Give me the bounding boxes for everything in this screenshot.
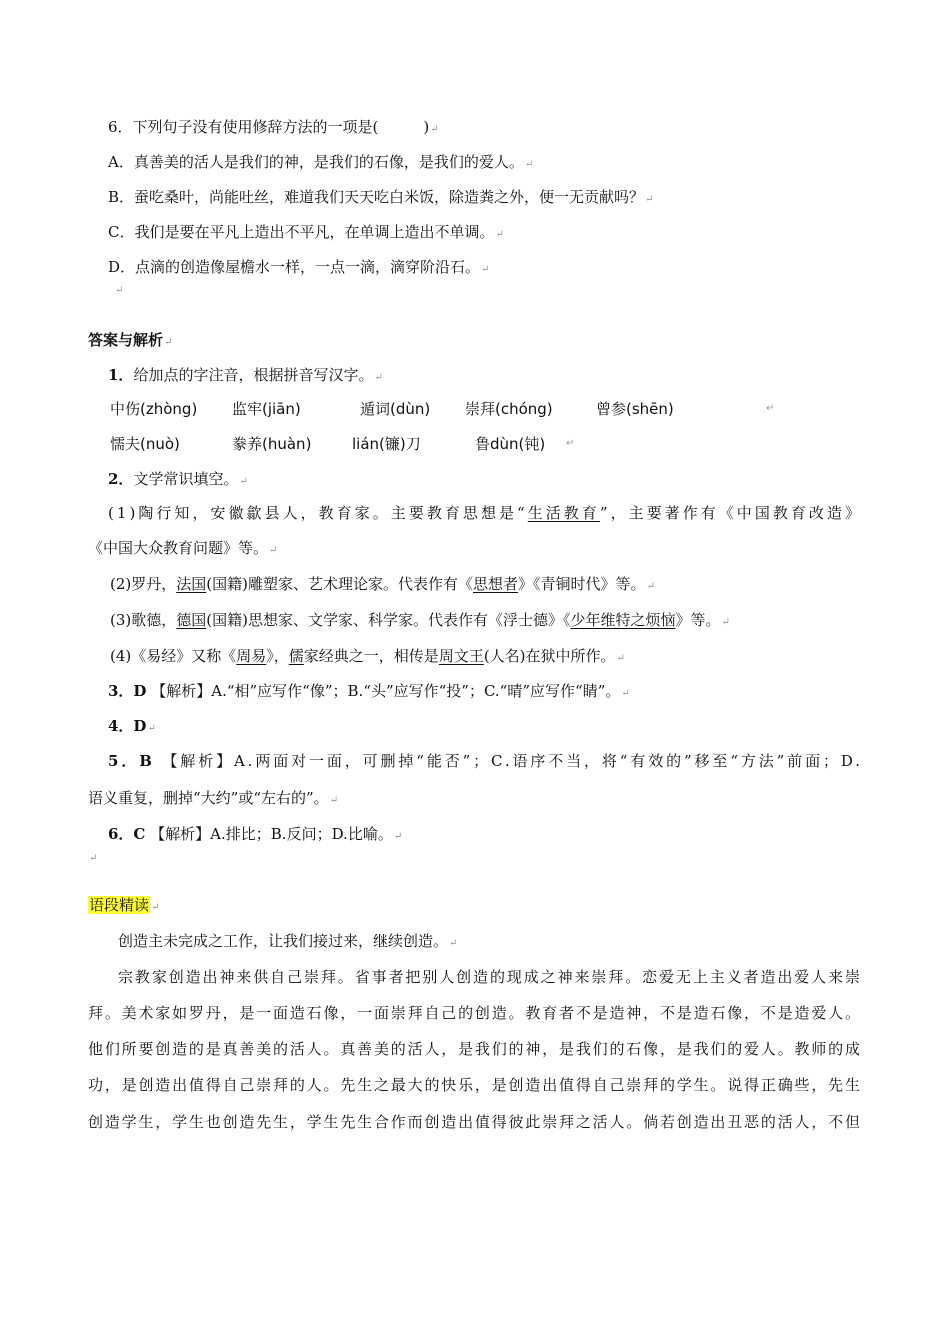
reading-line-1: 宗教家创造出神来供自己崇拜。省事者把别人创造的现成之神来崇拜。恋爱无上主义者造出爱人来崇 [118,968,862,986]
pinyin-item: lián(镰)刀 [352,435,421,453]
reading-line-5: 创造学生，学生也创造先生，学生先生合作而创造出值得彼此崇拜之活人。倘若创造出丑恶的活人，不但 [88,1113,862,1131]
answer-2-item-4: (4)《易经》又称《周易》，儒家经典之一，相传是周文王(人名)在狱中所作。↵ [110,647,625,665]
reading-line-2: 拜。美术家如罗丹，是一面造石像，一面崇拜自己的创造。教育者不是造神，不是造石像，不是造爱人。 [88,1004,862,1022]
answer-4: 4．D↵ [108,717,156,735]
empty-paragraph: ↵ [89,853,98,864]
pinyin-item: 曾参(shēn) [596,400,674,418]
underlined-answer: 德国 [176,611,207,629]
pinyin-item: 崇拜(chóng) [465,400,553,418]
pinyin-item: 监牢(jiān) [232,400,301,418]
option-d: D．点滴的创造像屋檐水一样，一点一滴，滴穿阶沿石。↵ [108,258,490,276]
answer-5: 5．B 【解析】A.两面对一面，可删掉“能否”；C.语序不当，将“有效的”移至“方法”前面；D. [108,752,863,770]
underlined-answer: 儒 [288,647,304,665]
answer-3: 3．D 【解析】A.“相”应写作“像”；B.“头”应写作“投”；C.“晴”应写作“睛”。↵ [108,682,630,700]
pinyin-item: 懦夫(nuò) [110,435,180,453]
reading-intro: 创造主未完成之工作，让我们接过来，继续创造。↵ [118,932,458,950]
option-b: B．蚕吃桑叶，尚能吐丝，难道我们天天吃白米饭，除造粪之外，便一无贡献吗？↵ [108,188,654,206]
question-6-stem: 6．下列句子没有使用修辞方法的一项是( )↵ [108,118,439,136]
underlined-answer: 法国 [176,575,207,593]
answer-1: 1．给加点的字注音，根据拼音写汉字。↵ [108,366,383,384]
pinyin-item: 中伤(zhòng) [110,400,198,418]
underlined-answer: 周文王 [438,647,484,665]
underlined-answer: 思想者 [472,575,518,593]
reading-line-3: 他们所要创造的是真善美的活人。真善美的活人，是我们的神，是我们的石像，是我们的爱人。教师的成 [88,1040,862,1058]
answer-2-item-1-cont: 《中国大众教育问题》等。↵ [88,539,278,557]
option-c: C．我们是要在平凡上造出不平凡，在单调上造出不单调。↵ [108,223,504,241]
pinyin-item: 豢养(huàn) [232,435,312,453]
document-page: 6．下列句子没有使用修辞方法的一项是( )↵ A．真善美的活人是我们的神，是我们的石像，是我们的爱人。↵ B．蚕吃桑叶，尚能吐丝，难道我们天天吃白米饭，除造粪之外，便一无贡献吗？↵ C．我们是要在平凡上造出不平凡，在单调上造出不单调。↵ D．点滴的创造像屋檐水一样，一点一滴，滴穿阶沿石。↵ ↵ 答案与解析↵ 1．给加点的字注音，根据拼音写汉字。↵ 中伤(zhòng) 监牢(jiān) 遁词(dùn) 崇拜(chóng) 曾参(shēn) ↵ 懦夫(nuò) 豢养(huàn) lián(镰)刀 鲁dùn(钝) ↵ 2．文学常识填空。↵ (1)陶行知，安徽歙县人，教育家。主要教育思想是“生活教育”，主要著作有《中国教育改造》 《中国大众教育问题》等。↵ (2)罗丹，法国(国籍)雕塑家、艺术理论家。代表作有《思想者》《青铜时代》等。↵ (3)歌德，德国(国籍)思想家、文学家、科学家。代表作有《浮士德》《少年维特之烦恼》等。↵ (4)《易经》又称《周易》，儒家经典之一，相传是周文王(人名)在狱中所作。↵ 3．D 【解析】A.“相”应写作“像”；B.“头”应写作“投”；C.“晴”应写作“睛”。↵ 4．D↵ 5．B 【解析】A.两面对一面，可删掉“能否”；C.语序不当，将“有效的”移至“方法”前面；D. 语义重复，删掉“大约”或“左右的”。↵ 6．C 【解析】A.排比；B.反问；D.比喻。↵ ↵ 语段精读 ↵ 创造主未完成之工作，让我们接过来，继续创造。↵ 宗教家创造出神来供自己崇拜。省事者把别人创造的现成之神来崇拜。恋爱无上主义者造出爱人来崇 拜。美术家如罗丹，是一面造石像，一面崇拜自己的创造。教育者不是造神，不是造石像，不是造爱人。 他们所要创造的是真善美的活人。真善美的活人，是我们的神，是我们的石像，是我们的爱人。教师的成 功，是创造出值得自己崇拜的人。先生之最大的快乐，是创造出值得自己崇拜的学生。说得正确些，先生 创造学生，学生也创造先生，学生先生合作而创造出值得彼此崇拜之活人。倘若创造出丑恶的活人，不但 [0,0,950,1344]
answer-2-item-1: (1)陶行知，安徽歙县人，教育家。主要教育思想是“生活教育”，主要著作有《中国教育改造》 [108,504,864,522]
answers-heading: 答案与解析↵ [88,331,173,349]
option-a: A．真善美的活人是我们的神，是我们的石像，是我们的爱人。↵ [108,153,534,171]
underlined-answer: 周易 [236,647,267,665]
answer-2-item-3: (3)歌德，德国(国籍)思想家、文学家、科学家。代表作有《浮士德》《少年维特之烦恼》等。↵ [110,611,730,629]
answer-5-cont: 语义重复，删掉“大约”或“左右的”。↵ [88,789,339,807]
answer-2-item-2: (2)罗丹，法国(国籍)雕塑家、艺术理论家。代表作有《思想者》《青铜时代》等。↵ [110,575,655,593]
underlined-answer: 少年维特之烦恼 [570,611,676,629]
answer-6: 6．C 【解析】A.排比；B.反问；D.比喻。↵ [108,825,403,843]
reading-line-4: 功，是创造出值得自己崇拜的人。先生之最大的快乐，是创造出值得自己崇拜的学生。说得正确些，先生 [88,1076,862,1094]
underlined-answer: 生活教育 [527,504,600,522]
pinyin-item: 鲁dùn(钝) [475,435,546,453]
reading-heading: 语段精读 ↵ [89,896,160,914]
answer-2: 2．文学常识填空。↵ [108,470,248,488]
pinyin-item: 遁词(dùn) [360,400,431,418]
empty-paragraph: ↵ [115,285,124,296]
